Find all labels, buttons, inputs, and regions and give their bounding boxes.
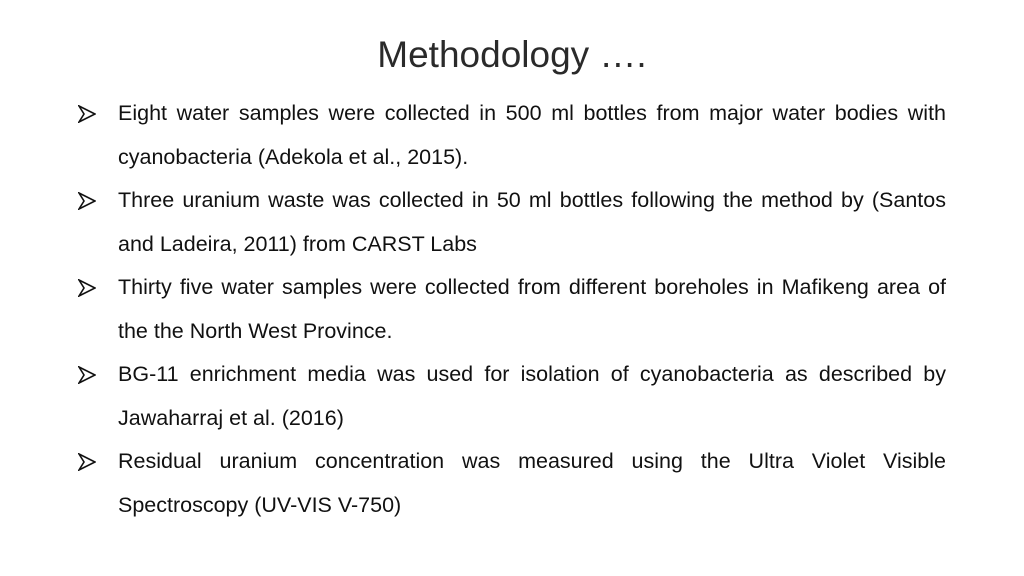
arrowhead-bullet-icon [78,440,100,484]
bullet-text: Thirty five water samples were collected from different boreholes in Mafikeng area of the the North West Province. [118,275,946,343]
arrowhead-bullet-icon [78,266,100,310]
bullet-item [78,92,946,179]
bullet-text: Three uranium waste was collected in 50 ml bottles following the method by (Santos and Ladeira, 2011) from CARST Labs [118,188,946,256]
bullet-list [78,92,946,527]
slide-title: Methodology …. [377,34,647,75]
bullet-text: BG-11 enrichment media was used for isolation of cyanobacteria as described by Jawaharraj et al. (2016) [118,362,946,430]
bullet-text: Eight water samples were collected in 500 ml bottles from major water bodies with cyanobacteria (Adekola et al., 2015). [118,101,946,169]
arrowhead-bullet-icon [78,353,100,397]
arrowhead-bullet-icon [78,179,100,223]
bullet-item [78,440,946,527]
bullet-item [78,266,946,353]
bullet-item [78,353,946,440]
bullet-item [78,179,946,266]
bullet-text: Residual uranium concentration was measured using the Ultra Violet Visible Spectroscopy (UV-VIS V-750) [118,449,946,517]
arrowhead-bullet-icon [78,92,100,136]
